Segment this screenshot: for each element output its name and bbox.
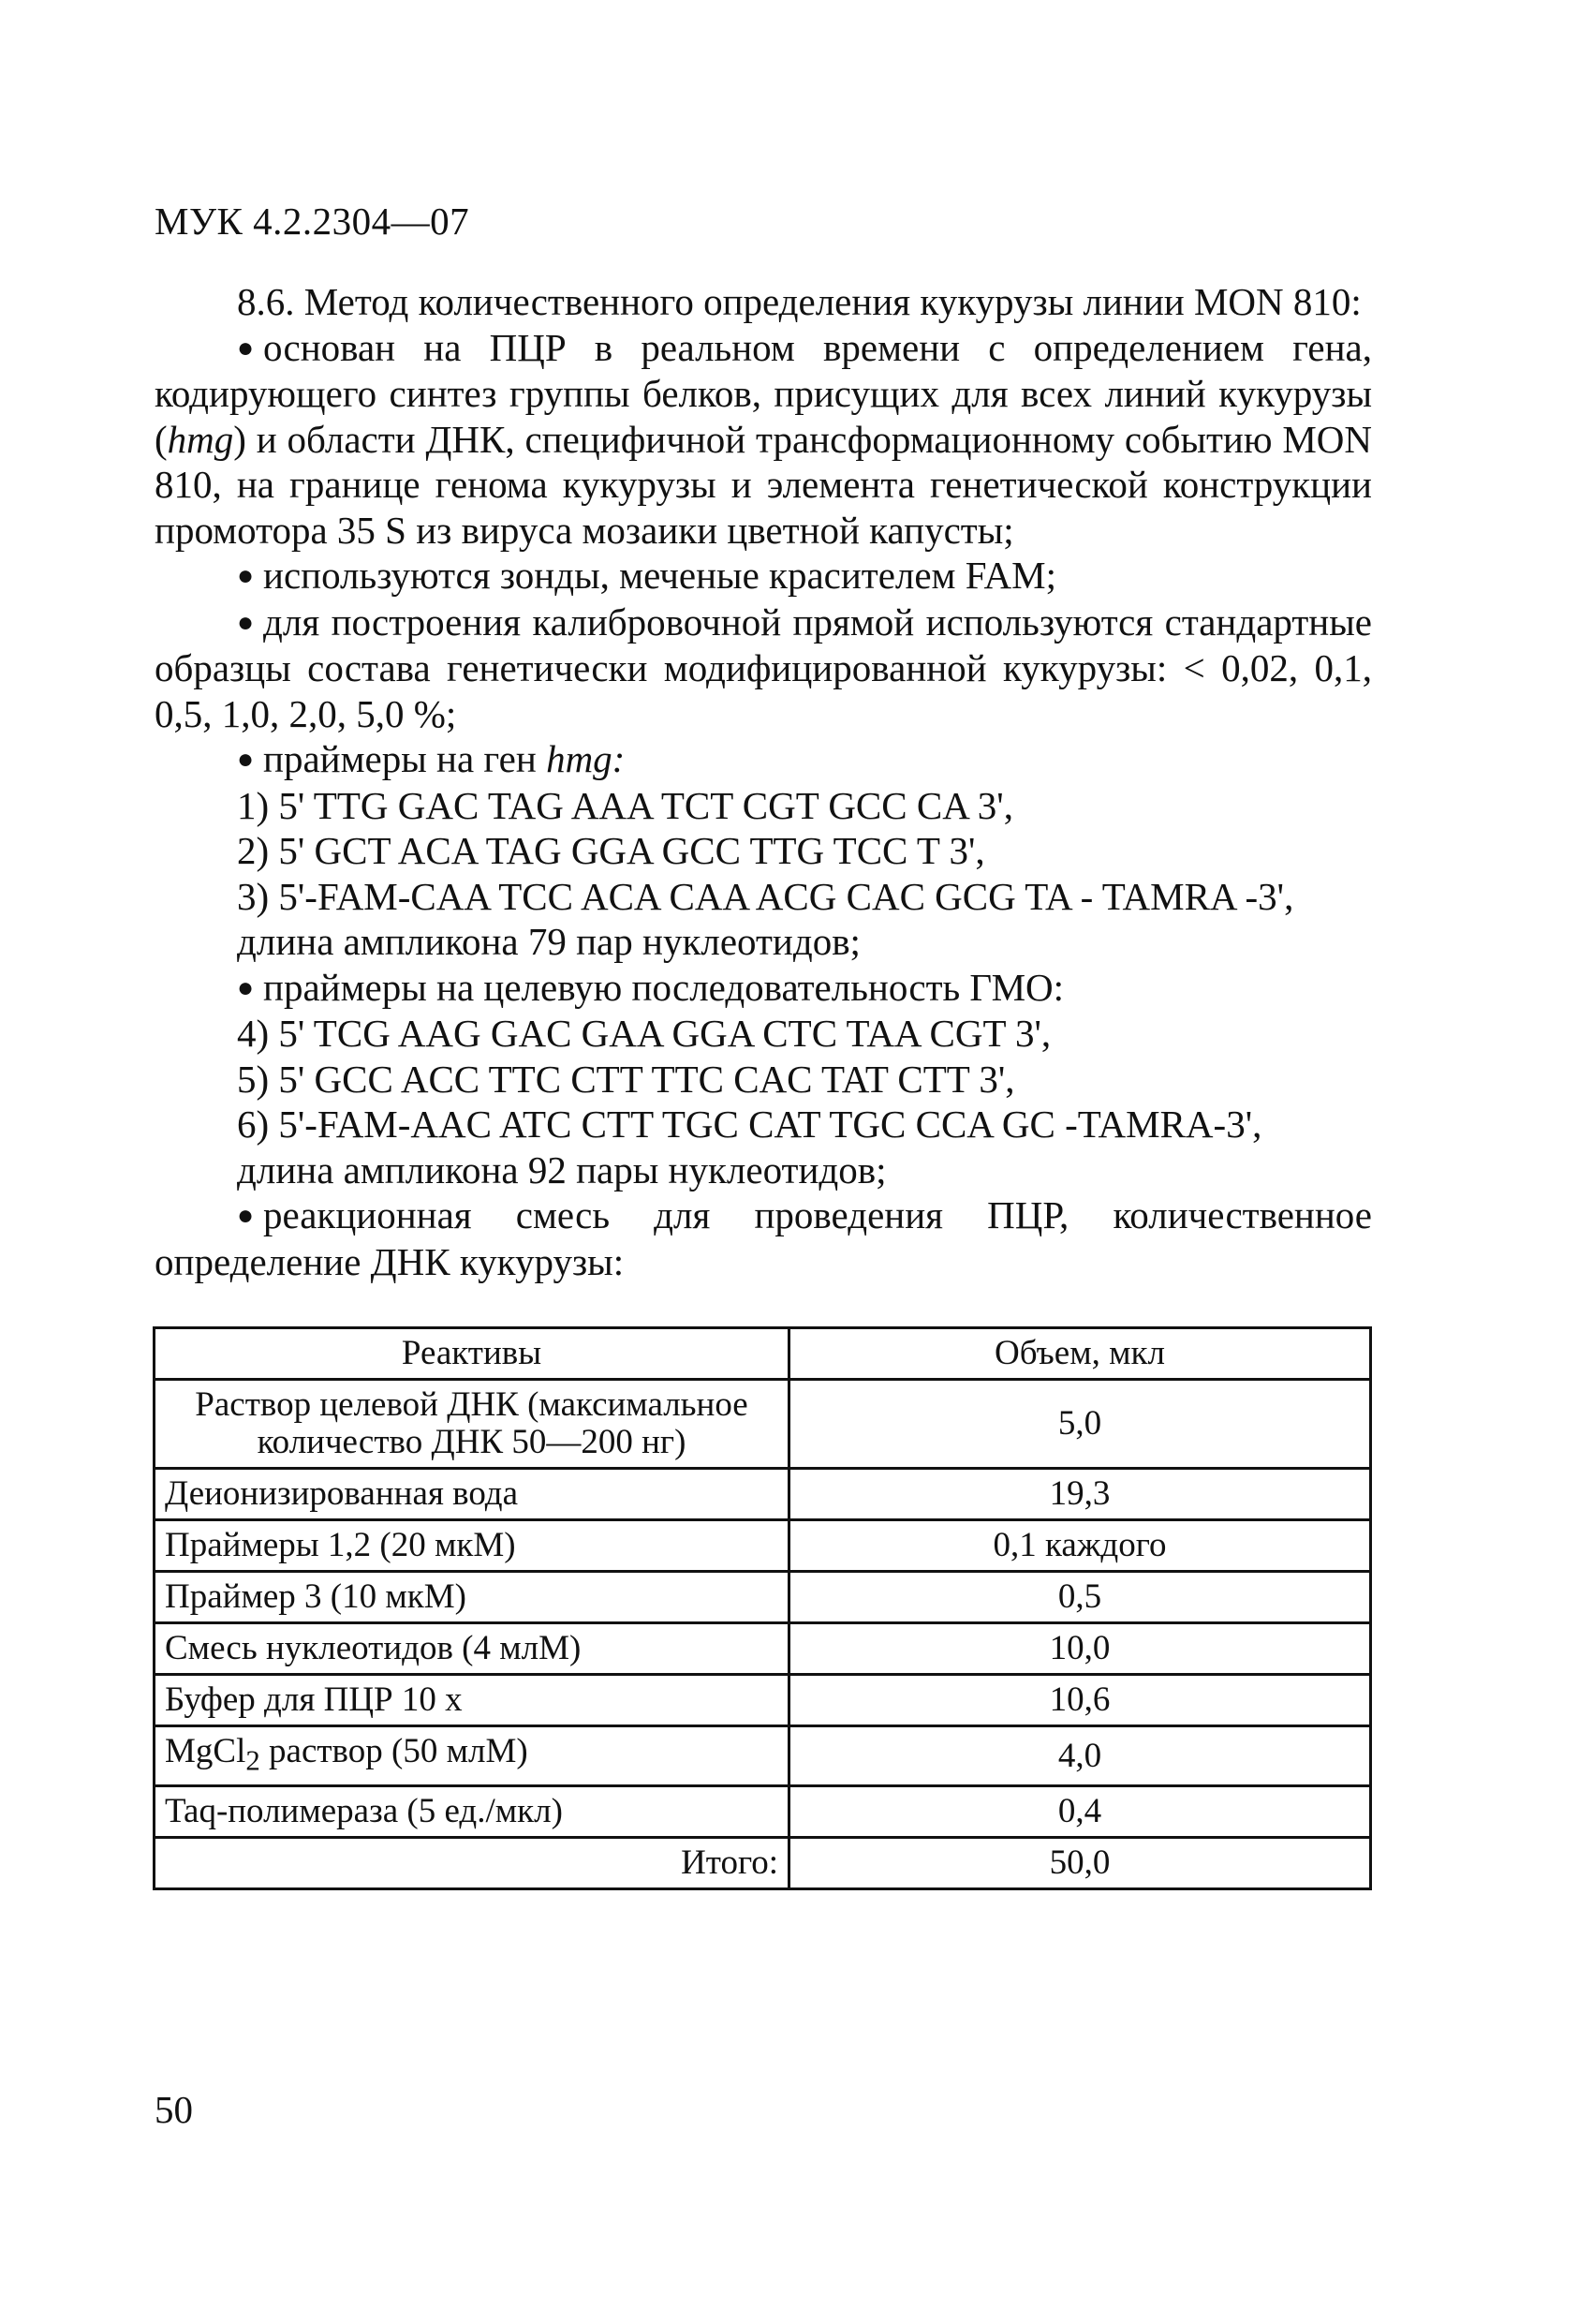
primer-line: 5) 5' GCC ACC TTC CTT TTC CAC TAT CTT 3', xyxy=(237,1057,1015,1101)
bullet-item: ● основан на ПЦР в реальном времени с определением гена, кодирующего синтез группы белков, присущих для всех линий кукурузы (hmg) и области ДНК, специфичной трансформационному событию MON 810, на границе генома кукурузы и элемента генетической конструкции промотора 35 S из вируса мозаики цветной капусты; xyxy=(155,325,1372,552)
document-code: МУК 4.2.2304—07 xyxy=(155,200,470,243)
bullet-icon: ● xyxy=(237,606,255,638)
bullet-icon: ● xyxy=(237,1200,255,1231)
bullet-icon: ● xyxy=(237,971,255,1003)
reagents-table xyxy=(153,1326,1372,1890)
volume-cell: 5,0 xyxy=(789,1380,1371,1469)
volume-cell: 10,0 xyxy=(789,1623,1371,1675)
section-body xyxy=(155,279,1372,1284)
bullet-item: ● праймеры на целевую последовательность ГМО: xyxy=(155,965,1372,1012)
reagent-cell: Taq-полимераза (5 ед./мкл) xyxy=(155,1786,789,1838)
table-row xyxy=(155,1572,1371,1623)
volume-cell: 0,4 xyxy=(789,1786,1371,1838)
reagent-cell: Деионизированная вода xyxy=(155,1469,789,1520)
column-header: Реактивы xyxy=(155,1328,789,1380)
volume-cell: 0,5 xyxy=(789,1572,1371,1623)
table-row xyxy=(155,1623,1371,1675)
volume-cell: 10,6 xyxy=(789,1675,1371,1726)
reagent-cell: Праймеры 1,2 (20 мкМ) xyxy=(155,1520,789,1572)
reagent-cell: Раствор целевой ДНК (максимальное количество ДНК 50—200 нг) xyxy=(155,1380,789,1469)
volume-cell: 0,1 каждого xyxy=(789,1520,1371,1572)
bullet-item: ● реакционная смесь для проведения ПЦР, количественное определение ДНК кукурузы: xyxy=(155,1193,1372,1283)
reagent-cell: MgCl$_2$ раствор (50 млМ) xyxy=(155,1726,789,1786)
bullet-icon: ● xyxy=(237,560,255,591)
reagent-cell: Буфер для ПЦР 10 х xyxy=(155,1675,789,1726)
reagent-cell: Праймер 3 (10 мкМ) xyxy=(155,1572,789,1623)
bullet-icon: ● xyxy=(237,744,255,775)
primer-line: 4) 5' TCG AAG GAC GAA GGA CTC TAA CGT 3', xyxy=(237,1012,1052,1055)
table-row xyxy=(155,1380,1371,1469)
table-header-row xyxy=(155,1328,1371,1380)
primer-line: 3) 5'-FAM-CAA TCC ACA CAA ACG CAC GCG TA - TAMRA -3', xyxy=(237,874,1294,918)
page-number: 50 xyxy=(155,2088,193,2131)
primer-line: 2) 5' GCT ACA TAG GGA GCC TTG TCC T 3', xyxy=(237,829,985,872)
amplicon-length: длина ампликона 79 пар нуклеотидов; xyxy=(237,920,861,963)
table-row xyxy=(155,1520,1371,1572)
total-label: Итого: xyxy=(155,1838,789,1889)
table-row xyxy=(155,1726,1371,1786)
table-row xyxy=(155,1675,1371,1726)
section-title: 8.6. Метод количественного определения кукурузы линии MON 810: xyxy=(237,280,1362,323)
primer-line: 1) 5' TTG GAC TAG AAA TCT CGT GCC CA 3', xyxy=(237,783,1013,827)
table-row xyxy=(155,1469,1371,1520)
bullet-item: ● для построения калибровочной прямой используются стандартные образцы состава генетически модифицированной кукурузы: < 0,02, 0,1, 0,5, 1,0, 2,0, 5,0 %; xyxy=(155,600,1372,735)
table-total-row xyxy=(155,1838,1371,1889)
reagent-cell: Смесь нуклеотидов (4 млМ) xyxy=(155,1623,789,1675)
bullet-item: ● используются зонды, меченые красителем FAM; xyxy=(155,553,1372,600)
bullet-item: ● праймеры на ген hmg: xyxy=(155,736,1372,783)
bullet-icon: ● xyxy=(237,332,255,363)
amplicon-length: длина ампликона 92 пары нуклеотидов; xyxy=(237,1147,887,1192)
table-row xyxy=(155,1786,1371,1838)
volume-cell: 19,3 xyxy=(789,1469,1371,1520)
total-value: 50,0 xyxy=(789,1838,1371,1889)
volume-cell: 4,0 xyxy=(789,1726,1371,1786)
primer-line: 6) 5'-FAM-AAC ATC CTT TGC CAT TGC CCA GC -TAMRA-3', xyxy=(237,1103,1262,1146)
column-header: Объем, мкл xyxy=(789,1328,1371,1380)
